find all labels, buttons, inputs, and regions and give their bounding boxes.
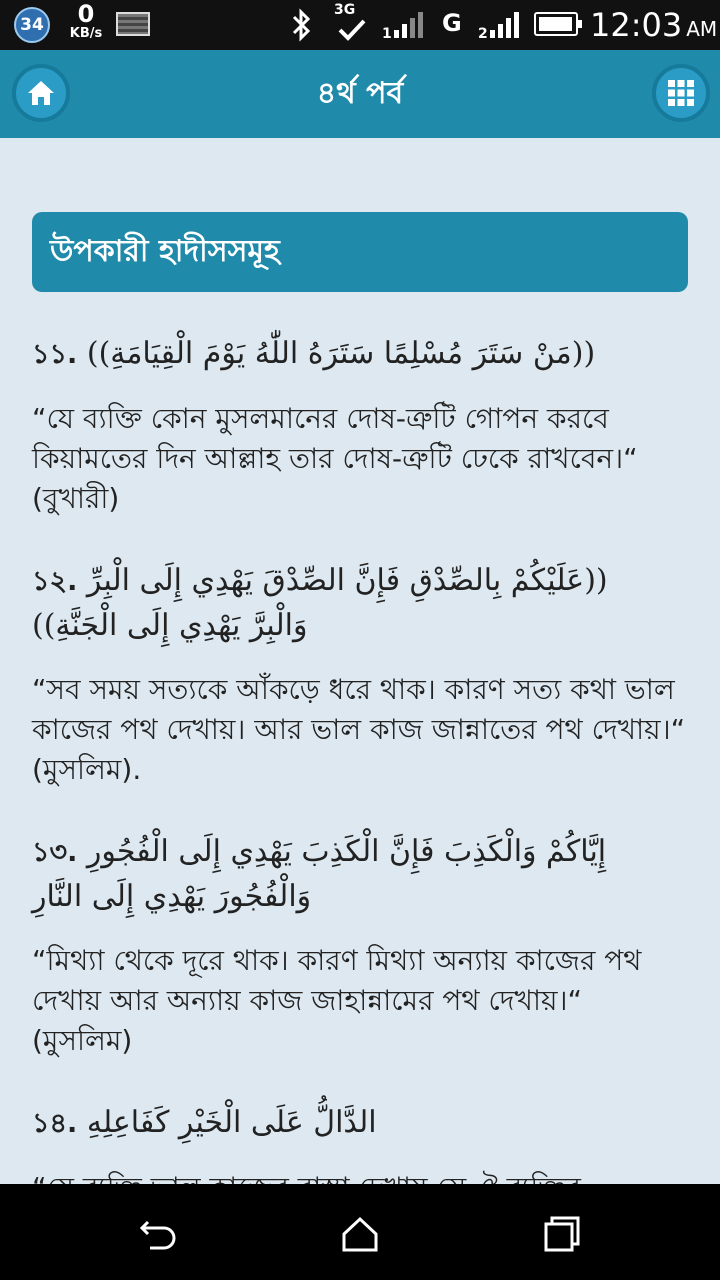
svg-text:1: 1 [382,26,392,42]
recents-icon[interactable] [542,1214,582,1254]
hadith-meaning: “মিথ্যা থেকে দূরে থাক। কারণ মিথ্যা অন্যায় কাজের পথ দেখায় আর অন্যায় কাজ জাহান্নামের পথ দেখায়।“ (মুসলিম) [32,944,642,1057]
network-3g-label: 3G [334,2,356,18]
home-nav-icon[interactable] [340,1214,380,1254]
signal-sim2-icon [478,10,522,40]
hadith-number: ১১. [32,339,78,370]
network-speed-value: 0 [77,0,95,28]
hadith-arabic-text: ((عَلَيْكُمْ بِالصِّدْقِ فَإِنَّ الصِّدْقَ يَهْدِي إِلَى الْبِرِّ [86,563,608,598]
home-button[interactable] [12,64,70,122]
hadith-arabic [32,332,688,377]
hadith-number: ১৪. [32,1108,78,1139]
hadith-meaning: “সব সময় সত্যকে আঁকড়ে ধরে থাক। কারণ সত্য কথা ভাল কাজের পথ দেখায়। আর ভাল কাজ জান্নাতের পথ দেখায়।“ (মুসলিম). [32,673,686,786]
bluetooth-icon [290,8,314,42]
clock [590,6,717,44]
hadith-item [32,830,688,1061]
menu-grid-button[interactable] [652,64,710,122]
network-g-label: G [442,9,462,37]
svg-text:2: 2 [478,26,488,42]
hadith-arabic-text-line2: وَالْفُجُورَ يَهْدِي إِلَى النَّارِ [32,879,312,914]
hadith-item [32,332,688,519]
hadith-arabic [32,830,688,875]
network-speed [62,2,110,42]
navigation-bar [0,1184,720,1280]
grid-menu-icon [667,79,695,107]
hadith-arabic [32,559,688,604]
data-check-icon [338,18,366,42]
clock-time: 12:03 [590,6,683,44]
notification-count-badge: 34 [14,7,50,43]
hadith-number: ১৩. [32,837,78,868]
section-header: উপকারী হাদীসসমূহ [32,212,688,292]
hadith-arabic [32,1101,688,1146]
battery-icon [534,12,578,36]
back-icon[interactable] [138,1214,178,1254]
content-scroll-area[interactable] [32,138,688,1184]
app-bar [0,50,720,138]
status-bar [0,0,720,50]
signal-sim1-icon [382,10,426,40]
clock-ampm: AM [686,17,718,41]
hadith-arabic-text: ((مَنْ سَتَرَ مُسْلِمًا سَتَرَهُ اللّٰهُ يَوْمَ الْقِيَامَةِ)) [86,336,596,371]
network-speed-unit: KB/s [69,26,103,41]
gallery-notification-icon [116,12,150,36]
hadith-arabic-text: إِيَّاكُمْ وَالْكَذِبَ فَإِنَّ الْكَذِبَ يَهْدِي إِلَى الْفُجُورِ [86,834,607,869]
hadith-arabic-text-line2: وَالْبِرَّ يَهْدِي إِلَى الْجَنَّةِ)) [32,608,308,643]
hadith-arabic-text: الدَّالُّ عَلَى الْخَيْرِ كَفَاعِلِهِ [86,1105,377,1140]
hadith-number: ১২. [32,566,78,597]
home-icon [26,79,56,107]
hadith-item [32,559,688,790]
page-title: ৪র্থ পর্ব [316,76,404,111]
hadith-meaning: “যে ব্যক্তি কোন মুসলমানের দোষ-ত্রুটি গোপন করবে কিয়ামতের দিন আল্লাহ তার দোষ-ত্রুটি ঢেকে রাখবেন।“ (বুখারী) [32,402,638,515]
